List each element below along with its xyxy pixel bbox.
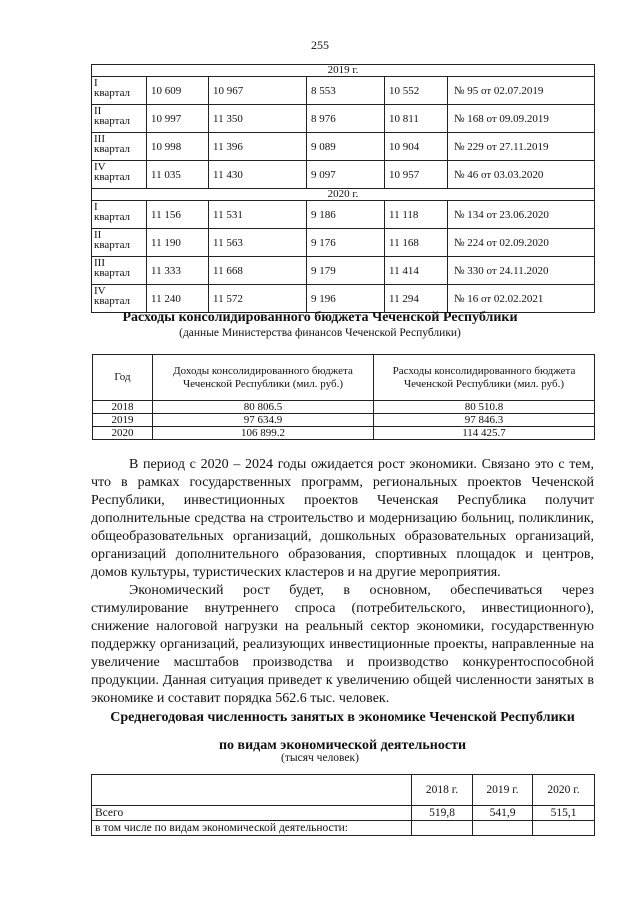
value-2019 [473,821,533,836]
paragraph: Экономический рост будет, в основном, обеспечиваться через стимулирование внутреннего спроса (потребительского, инвестиционного), снижение налоговой нагрузки на реальный сектор экономики, государственную поддержку организаций, реализующих инвестиционные проекты, направленные на увеличение масштабов производства и производство конкурентоспособной продукции. Данная ситуация приведет к увеличению общей численности занятых в экономике и составит порядка 562.6 тыс. человек. [91,583,594,706]
order-cell: № 16 от 02.02.2021 [448,285,595,313]
value-cell: 10 957 [385,161,448,189]
quarter-word: квартал [94,171,131,183]
value-cell: 11 572 [209,285,307,313]
quarter-word: квартал [94,87,131,99]
header-2019: 2019 г. [473,775,533,806]
value-cell: 10 552 [385,77,448,105]
quarter-roman: I [94,201,98,213]
table-row [92,133,595,161]
quarter-roman: IV [94,161,106,173]
value-cell: 8 553 [307,77,385,105]
value-cell: 11 035 [147,161,209,189]
order-cell: № 224 от 02.09.2020 [448,229,595,257]
budget-income: 97 634.9 [153,414,374,427]
budget-income: 80 806.5 [153,401,374,414]
page-number: 255 [311,38,329,52]
value-cell: 8 976 [307,105,385,133]
quarter-roman: III [94,257,105,269]
value-cell: 11 668 [209,257,307,285]
order-cell: № 168 от 09.09.2019 [448,105,595,133]
budget-table [92,354,595,440]
value-cell: 11 190 [147,229,209,257]
table-row [92,105,595,133]
value-cell: 10 997 [147,105,209,133]
value-cell: 9 186 [307,201,385,229]
quarter-cell [92,105,147,133]
header-2020: 2020 г. [533,775,595,806]
value-cell: 9 089 [307,133,385,161]
header-2018: 2018 г. [412,775,473,806]
value-cell: 10 904 [385,133,448,161]
value-cell: 9 196 [307,285,385,313]
budget-income: 106 899.2 [153,427,374,440]
quarter-cell [92,201,147,229]
budget-year: 2018 [93,401,153,414]
value-cell: 9 176 [307,229,385,257]
table-row [92,229,595,257]
table-header-row [92,775,595,806]
quarter-cell [92,161,147,189]
table-row [92,821,595,836]
table-row [92,201,595,229]
value-cell: 11 118 [385,201,448,229]
employment-title: Среднегодовая численность занятых в экономике Чеченской Республики [110,710,575,725]
budget-title: Расходы консолидированного бюджета Чеченской Республики [122,310,518,325]
year-row [92,189,595,201]
value-cell: 11 531 [209,201,307,229]
quarter-word: квартал [94,143,131,155]
quarter-roman: I [94,77,98,89]
quarter-cell [92,257,147,285]
quarter-cell [92,285,147,313]
budget-expense: 80 510.8 [374,401,595,414]
table-row [92,285,595,313]
year-label: 2020 г. [92,189,595,201]
employment-subtitle: (тысяч человек) [281,752,359,764]
budget-year: 2020 [93,427,153,440]
quarter-roman: II [94,105,102,117]
table-row [92,257,595,285]
budget-subtitle: (данные Министерства финансов Чеченской Республики) [179,327,461,339]
value-cell: 11 430 [209,161,307,189]
order-cell: № 46 от 03.03.2020 [448,161,595,189]
quarter-word: квартал [94,239,131,251]
budget-year: 2019 [93,414,153,427]
table-row [93,401,595,414]
order-cell: № 95 от 02.07.2019 [448,77,595,105]
employment-title-line2: по видам экономической деятельности [218,738,467,753]
quarter-cell [92,229,147,257]
value-cell: 10 609 [147,77,209,105]
value-cell: 10 967 [209,77,307,105]
order-cell: № 229 от 27.11.2019 [448,133,595,161]
value-cell: 10 811 [385,105,448,133]
value-cell: 11 294 [385,285,448,313]
quarter-roman: III [94,133,105,145]
value-2020: 515,1 [533,806,595,821]
value-2018 [412,821,473,836]
body-text [91,456,594,708]
budget-header-income: Доходы консолидированного бюджета Чеченской Республики (мил. руб.) [153,355,374,401]
paragraph: В период с 2020 – 2024 годы ожидается рост экономики. Связано это с тем, что в рамках государственных программ, региональных проектов Чеченской Республики, инвестиционных проектов Чеченская Республика получит дополнительные средства на строительство и модернизацию больниц, поликлиник, общеобразовательных организаций, дошкольных образовательных организаций, организаций дополнительного образования, спортивных площадок и центров, домов культуры, туристических кластеров и на другие мероприятия. [91,457,594,580]
value-cell: 11 563 [209,229,307,257]
quarterly-table [91,64,595,313]
table-row [92,77,595,105]
value-cell: 9 097 [307,161,385,189]
quarter-cell [92,77,147,105]
quarter-word: квартал [94,211,131,223]
quarter-roman: II [94,229,102,241]
quarter-word: квартал [94,295,131,307]
quarter-roman: IV [94,285,106,297]
value-cell: 11 350 [209,105,307,133]
table-row [93,414,595,427]
value-cell: 11 240 [147,285,209,313]
budget-expense: 114 425.7 [374,427,595,440]
value-cell: 11 414 [385,257,448,285]
budget-header-year: Год [93,355,153,401]
row-label: в том числе по видам экономической деятельности: [92,821,412,836]
quarter-word: квартал [94,267,131,279]
year-label: 2019 г. [92,65,595,77]
quarter-word: квартал [94,115,131,127]
value-cell: 11 396 [209,133,307,161]
value-2018: 519,8 [412,806,473,821]
value-cell: 11 333 [147,257,209,285]
value-2020 [533,821,595,836]
budget-expense: 97 846.3 [374,414,595,427]
quarter-cell [92,133,147,161]
table-row [92,806,595,821]
employment-table [91,774,595,836]
order-cell: № 330 от 24.11.2020 [448,257,595,285]
value-cell: 10 998 [147,133,209,161]
table-row [93,427,595,440]
table-row [92,161,595,189]
order-cell: № 134 от 23.06.2020 [448,201,595,229]
row-label: Всего [92,806,412,821]
value-cell: 11 168 [385,229,448,257]
budget-header-expense: Расходы консолидированного бюджета Чеченской Республики (мил. руб.) [374,355,595,401]
year-row [92,65,595,77]
value-cell: 9 179 [307,257,385,285]
value-2019: 541,9 [473,806,533,821]
value-cell: 11 156 [147,201,209,229]
